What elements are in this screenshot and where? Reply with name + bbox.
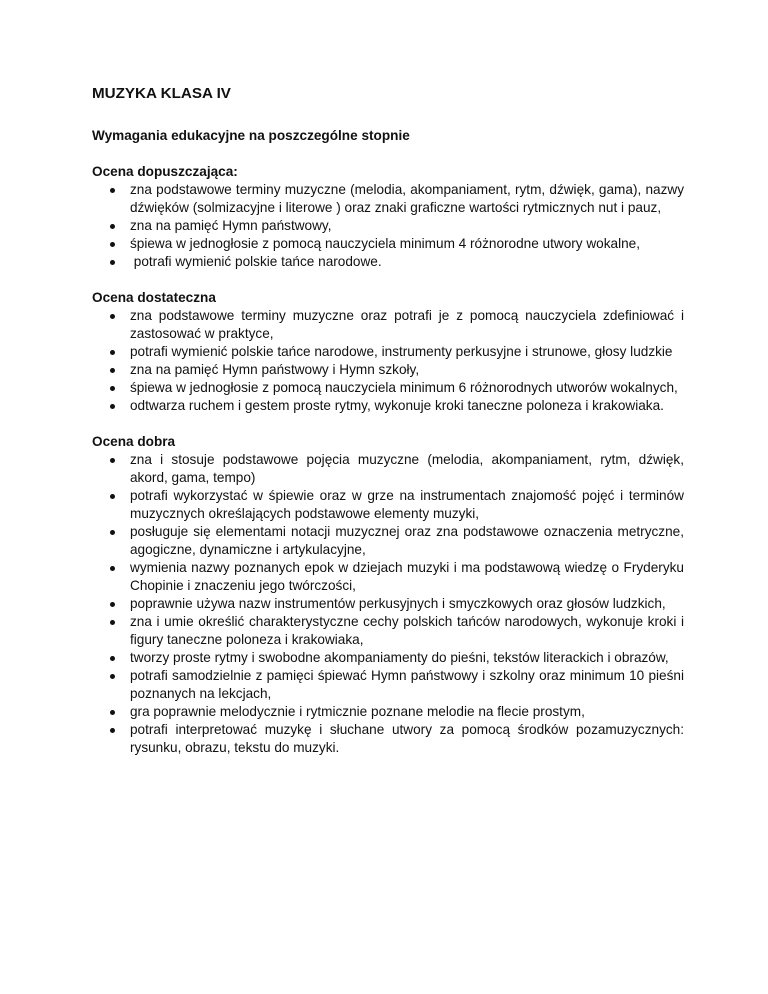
list-item-text: tworzy proste rytmy i swobodne akompaniamenty do pieśni, tekstów literackich i obrazów, [130,650,669,665]
list-item-text: zna na pamięć Hymn państwowy i Hymn szkoły, [130,362,420,377]
list-item-text: potrafi wymienić polskie tańce narodowe, instrumenty perkusyjne i strunowe, głosy ludzkie [130,344,673,359]
list-item-text: zna i umie określić charakterystyczne cechy polskich tańców narodowych, wykonuje kroki i figury taneczne poloneza i krakowiaka, [130,614,684,647]
bullet-icon [110,674,115,679]
section-dostateczna [92,289,684,415]
list-item-text: śpiewa w jednogłosie z pomocą nauczyciela minimum 4 różnorodne utwory wokalne, [130,236,641,251]
list-item-text: gra poprawnie melodycznie i rytmicznie poznane melodie na flecie prostym, [130,704,585,719]
list-item [110,451,684,487]
list-item [110,307,684,343]
requirement-list [92,181,684,271]
list-item [110,235,684,253]
list-item-text: poprawnie używa nazw instrumentów perkusyjnych i smyczkowych oraz głosów ludzkich, [130,596,666,611]
bullet-icon [110,350,115,355]
section-dopuszczajaca [92,163,684,271]
bullet-icon [110,404,115,409]
list-item-text: potrafi samodzielnie z pamięci śpiewać Hymn państwowy i szkolny oraz minimum 10 pieśni poznanych na lekcjach, [130,668,684,701]
list-item-text: zna podstawowe terminy muzyczne oraz potrafi je z pomocą nauczyciela zdefiniować i zastosować w praktyce, [130,308,684,341]
list-item [110,397,684,415]
document-title: MUZYKA KLASA IV [92,85,231,102]
list-item [110,649,684,667]
bullet-icon [110,458,115,463]
list-item-text: odtwarza ruchem i gestem proste rytmy, wykonuje kroki taneczne poloneza i krakowiaka. [130,398,664,413]
list-item [110,253,684,271]
bullet-icon [110,620,115,625]
list-item [110,667,684,703]
list-item [110,181,684,217]
bullet-icon [110,728,115,733]
bullet-icon [110,656,115,661]
bullet-icon [110,224,115,229]
bullet-icon [110,260,115,265]
bullet-icon [110,368,115,373]
bullet-icon [110,242,115,247]
document-subtitle: Wymagania edukacyjne na poszczególne stopnie [92,128,410,143]
bullet-icon [110,530,115,535]
list-item-text: zna i stosuje podstawowe pojęcia muzyczne (melodia, akompaniament, rytm, dźwięk, akord, gama, tempo) [130,452,684,485]
list-item-text: wymienia nazwy poznanych epok w dziejach muzyki i ma podstawową wiedzę o Fryderyku Chopinie i znaczeniu jego twórczości, [130,560,684,593]
list-item [110,721,684,757]
bullet-icon [110,710,115,715]
list-item-text: potrafi wymienić polskie tańce narodowe. [130,254,382,269]
list-item [110,559,684,595]
bullet-icon [110,314,115,319]
list-item-text: śpiewa w jednogłosie z pomocą nauczyciela minimum 6 różnorodnych utworów wokalnych, [130,380,678,395]
bullet-icon [110,386,115,391]
bullet-icon [110,494,115,499]
list-item [110,379,684,397]
section-heading: Ocena dopuszczająca: [92,164,238,179]
list-item-text: zna na pamięć Hymn państwowy, [130,218,332,233]
list-item-text: potrafi wykorzystać w śpiewie oraz w grze na instrumentach znajomość pojęć i terminów muzycznych określających podstawowe elementy muzyki, [130,488,684,521]
list-item [110,487,684,523]
section-heading: Ocena dobra [92,434,176,449]
list-item-text: zna podstawowe terminy muzyczne (melodia, akompaniament, rytm, dźwięk, gama), nazwy dźwięków (solmizacyjne i literowe ) oraz znaki graficzne wartości rytmicznych nut i pauz, [130,182,684,215]
list-item [110,523,684,559]
section-dobra [92,433,684,757]
requirement-list [92,451,684,757]
bullet-icon [110,188,115,193]
list-item [110,217,684,235]
bullet-icon [110,602,115,607]
requirement-list [92,307,684,415]
list-item [110,703,684,721]
bullet-icon [110,566,115,571]
list-item [110,361,684,379]
list-item [110,595,684,613]
list-item [110,613,684,649]
section-heading: Ocena dostateczna [92,290,216,305]
list-item [110,343,684,361]
list-item-text: posługuje się elementami notacji muzycznej oraz zna podstawowe oznaczenia metryczne, agogiczne, dynamiczne i artykulacyjne, [130,524,684,557]
list-item-text: potrafi interpretować muzykę i słuchane utwory za pomocą środków pozamuzycznych: rysunku, obrazu, tekstu do muzyki. [130,722,684,755]
